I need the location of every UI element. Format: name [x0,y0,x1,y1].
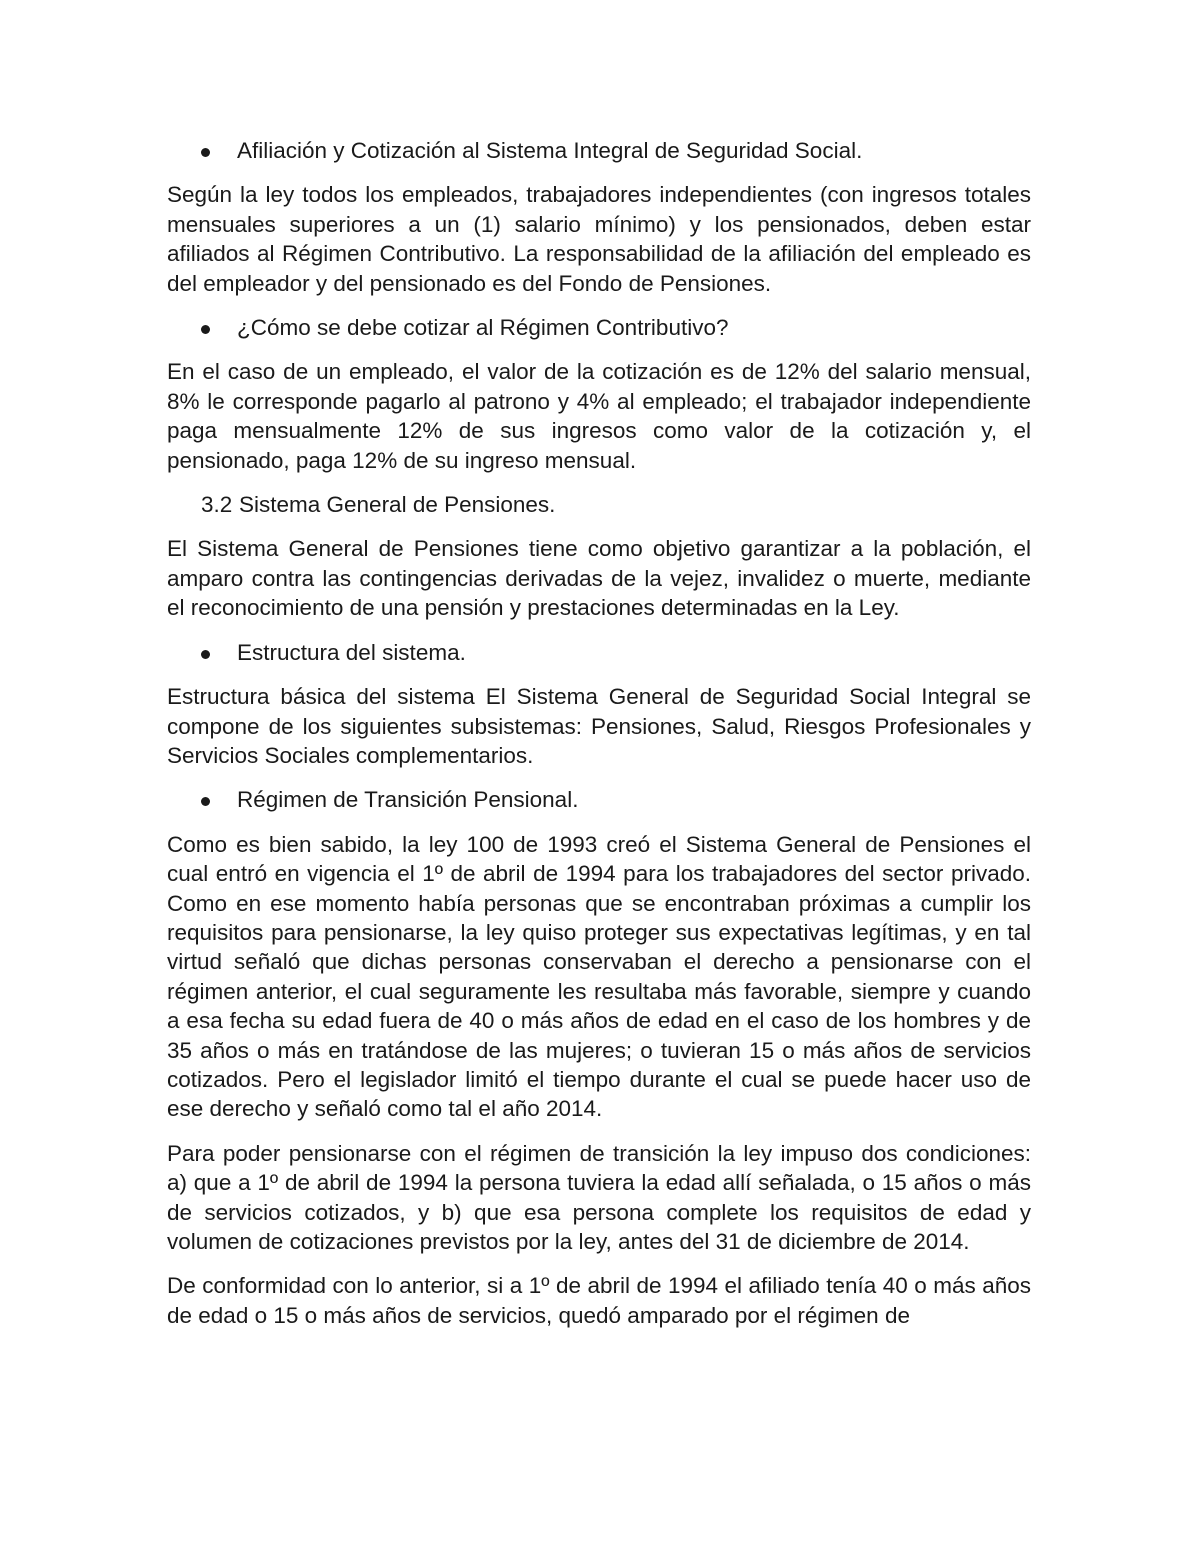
paragraph-ley-100: Como es bien sabido, la ley 100 de 1993 creó el Sistema General de Pensiones el cual entró en vigencia el 1º de abril de 1994 para los trabajadores del sector privado. Como en ese momento había personas que se encontraban próximas a cumplir los requisitos para pensionarse, la ley quiso proteger sus expectativas legítimas, y en tal virtud señaló que dichas personas conservaban el derecho a pensionarse con el régimen anterior, el cual seguramente les resultaba más favorable, siempre y cuando a esa fecha su edad fuera de 40 o más años de edad en el caso de los hombres y de 35 años o más en tratándose de las mujeres; o tuvieran 15 o más años de servicios cotizados. Pero el legislador limitó el tiempo durante el cual se puede hacer uso de ese derecho y señaló como tal el año 2014. [167,831,1031,1122]
section-number: 3.2 [201,492,233,518]
bullet-text: Estructura del sistema. [237,639,466,665]
section-heading [167,490,1031,519]
bullet-icon [201,325,210,334]
bullet-text: ¿Cómo se debe cotizar al Régimen Contributivo? [237,315,729,341]
bullet-text: Afiliación y Cotización al Sistema Integral de Seguridad Social. [237,138,863,163]
bullet-item-afiliacion [167,136,1031,165]
bullet-icon [201,797,210,806]
bullet-text: Régimen de Transición Pensional. [237,787,579,813]
paragraph-afiliacion: Según la ley todos los empleados, trabajadores independientes (con ingresos totales mensuales superiores a un (1) salario mínimo) y los pensionados, deben estar afiliados al Régimen Contributivo. La responsabilidad de la afiliación del empleado es del empleador y del pensionado es del Fondo de Pensiones. [167,182,1031,296]
paragraph-conformidad: De conformidad con lo anterior, si a 1º de abril de 1994 el afiliado tenía 40 o más años de edad o 15 o más años de servicios, quedó amparado por el régimen de [167,1273,1031,1328]
paragraph-condiciones: Para poder pensionarse con el régimen de transición la ley impuso dos condiciones: a) que a 1º de abril de 1994 la persona tuviera la edad allí señalada, o 15 años o más de servicios cotizados, y b) que esa persona complete los requisitos de edad y volumen de cotizaciones previstos por la ley, antes del 31 de diciembre de 2014. [167,1140,1031,1254]
paragraph-cotizacion: En el caso de un empleado, el valor de la cotización es de 12% del salario mensual, 8% le corresponde pagarlo al patrono y 4% al empleado; el trabajador independiente paga mensualmente 12% de sus ingresos como valor de la cotización y, el pensionado, paga 12% de su ingreso mensual. [167,359,1031,473]
bullet-icon [201,148,210,157]
bullet-item-cotizar [167,313,1031,342]
paragraph-estructura: Estructura básica del sistema El Sistema General de Seguridad Social Integral se compone de los siguientes subsistemas: Pensiones, Salud, Riesgos Profesionales y Servicios Sociales complementarios. [167,684,1031,768]
bullet-item-regimen-transicion [167,785,1031,814]
bullet-item-estructura [167,638,1031,667]
section-title: Sistema General de Pensiones. [239,492,556,518]
document-page [167,136,1031,1345]
bullet-icon [201,650,210,659]
paragraph-sistema-pensiones: El Sistema General de Pensiones tiene como objetivo garantizar a la población, el amparo contra las contingencias derivadas de la vejez, invalidez o muerte, mediante el reconocimiento de una pensión y prestaciones determinadas en la Ley. [167,536,1031,621]
